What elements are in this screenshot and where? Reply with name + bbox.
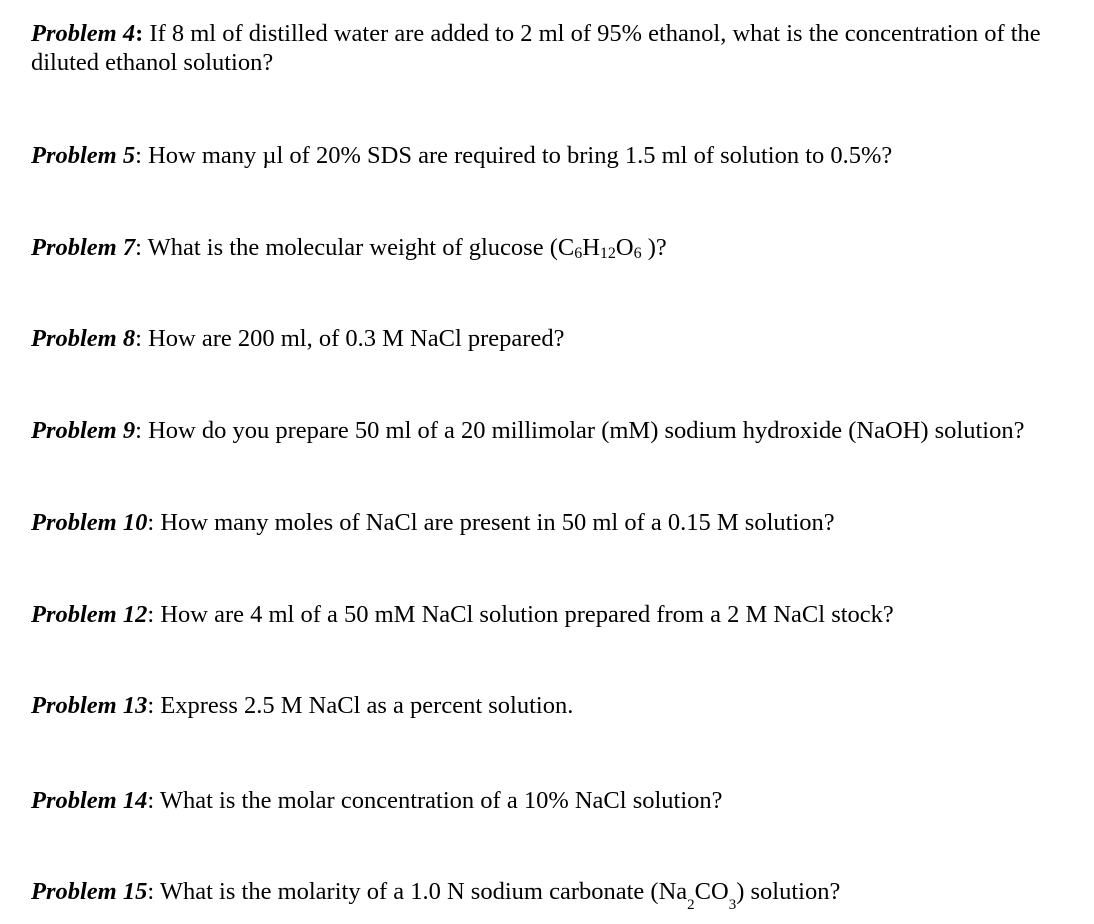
problem-7: Problem 7: What is the molecular weight of glucose (C6H12O6 )? — [31, 234, 667, 262]
problem-label: Problem 13 — [31, 692, 148, 719]
problem-label: Problem 10 — [31, 509, 148, 536]
problem-label: Problem 4 — [31, 20, 136, 47]
problem-label: Problem 9 — [31, 417, 136, 444]
problem-label: Problem 14 — [31, 787, 148, 814]
problem-14: Problem 14: What is the molar concentration of a 10% NaCl solution? — [31, 787, 723, 814]
problem-4: Problem 4: If 8 ml of distilled water are added to 2 ml of 95% ethanol, what is the concentration of the diluted ethanol solution? — [31, 20, 1041, 76]
problem-label: Problem 12 — [31, 601, 148, 628]
problem-13: Problem 13: Express 2.5 M NaCl as a percent solution. — [31, 692, 574, 719]
problem-text: If 8 ml of distilled water are added to 2 ml of 95% ethanol, what is the concentration of the diluted ethanol solution? — [31, 20, 1041, 76]
problem-text: How many µl of 20% SDS are required to bring 1.5 ml of solution to 0.5%? — [141, 142, 893, 169]
problem-text: What is the molecular weight of glucose (C6H12O6 )? — [141, 234, 667, 262]
problem-label: Problem 5 — [31, 142, 136, 169]
problem-label: Problem 7 — [31, 234, 136, 261]
problem-text: What is the molar concentration of a 10% NaCl solution? — [154, 787, 723, 814]
problem-text: How many moles of NaCl are present in 50 ml of a 0.15 M solution? — [154, 509, 835, 536]
problem-label: Problem 15 — [31, 878, 148, 905]
problem-text: Express 2.5 M NaCl as a percent solution. — [154, 692, 574, 719]
problem-text: How are 200 ml, of 0.3 M NaCl prepared? — [141, 325, 565, 352]
problem-12: Problem 12: How are 4 ml of a 50 mM NaCl solution prepared from a 2 M NaCl stock? — [31, 601, 894, 628]
problem-text: What is the molarity of a 1.0 N sodium carbonate $(Na_2CO_3)$ solution? — [154, 878, 841, 913]
problem-8: Problem 8: How are 200 ml, of 0.3 M NaCl prepared? — [31, 325, 565, 352]
problem-9: Problem 9: How do you prepare 50 ml of a 20 millimolar (mM) sodium hydroxide (NaOH) solution? — [31, 417, 1025, 444]
problem-15: Problem 15: What is the molarity of a 1.0 N sodium carbonate $(Na_2CO_3)$ solution? — [31, 878, 841, 913]
problem-text: How do you prepare 50 ml of a 20 millimolar (mM) sodium hydroxide (NaOH) solution? — [141, 417, 1025, 444]
problem-10: Problem 10: How many moles of NaCl are present in 50 ml of a 0.15 M solution? — [31, 509, 835, 536]
problem-label: Problem 8 — [31, 325, 136, 352]
problem-5: Problem 5: How many µl of 20% SDS are required to bring 1.5 ml of solution to 0.5%? — [31, 142, 893, 169]
problem-text: How are 4 ml of a 50 mM NaCl solution prepared from a 2 M NaCl stock? — [154, 601, 894, 628]
